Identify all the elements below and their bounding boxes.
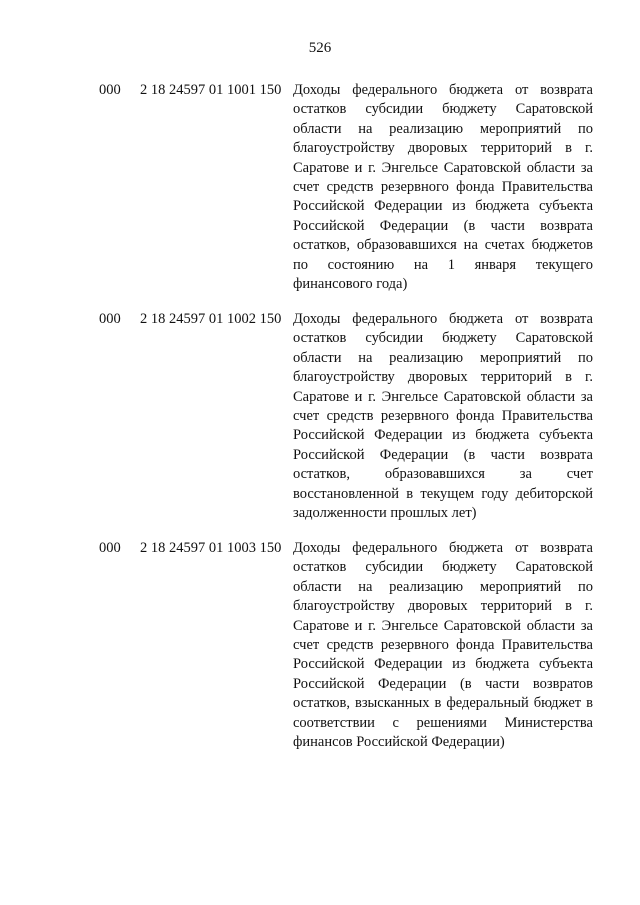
admin-code: 000 (99, 311, 121, 327)
entry-description: Доходы федерального бюджета от возврата остатков субсидии бюджету Саратовской области на реализацию мероприятий по благоустройству дворовых территорий в г. Саратове и г. Энгельсе Саратовской области за счет средств резервного фонда Правительства Российской Федерации из бюджета субъекта Российской Федерации (в части возвратов остатков, взысканных в федеральный бюджет в соответствии с решениями Министерства финансов Российской Федерации) (293, 540, 593, 751)
page-number: 526 (308, 40, 332, 56)
kbk-code: 2 18 24597 01 1001 150 (140, 82, 282, 98)
entry-description: Доходы федерального бюджета от возврата остатков субсидии бюджету Саратовской области на реализацию мероприятий по благоустройству дворовых территорий в г. Саратове и г. Энгельсе Саратовской области за счет средств резервного фонда Правительства Российской Федерации из бюджета субъекта Российской Федерации (в части возврата остатков, образовавшихся на счетах бюджетов по состоянию на 1 января текущего финансового года) (293, 82, 593, 293)
admin-code: 000 (99, 540, 121, 556)
kbk-code: 2 18 24597 01 1003 150 (140, 540, 282, 556)
entry-description: Доходы федерального бюджета от возврата остатков субсидии бюджету Саратовской области на реализацию мероприятий по благоустройству дворовых территорий в г. Саратове и г. Энгельсе Саратовской области за счет средств резервного фонда Правительства Российской Федерации из бюджета субъекта Российской Федерации (в части возврата остатков, образовавшихся за счет восстановленной в текущем году дебиторской задолженности прошлых лет) (293, 311, 593, 522)
kbk-code: 2 18 24597 01 1002 150 (140, 311, 282, 327)
admin-code: 000 (99, 82, 121, 98)
